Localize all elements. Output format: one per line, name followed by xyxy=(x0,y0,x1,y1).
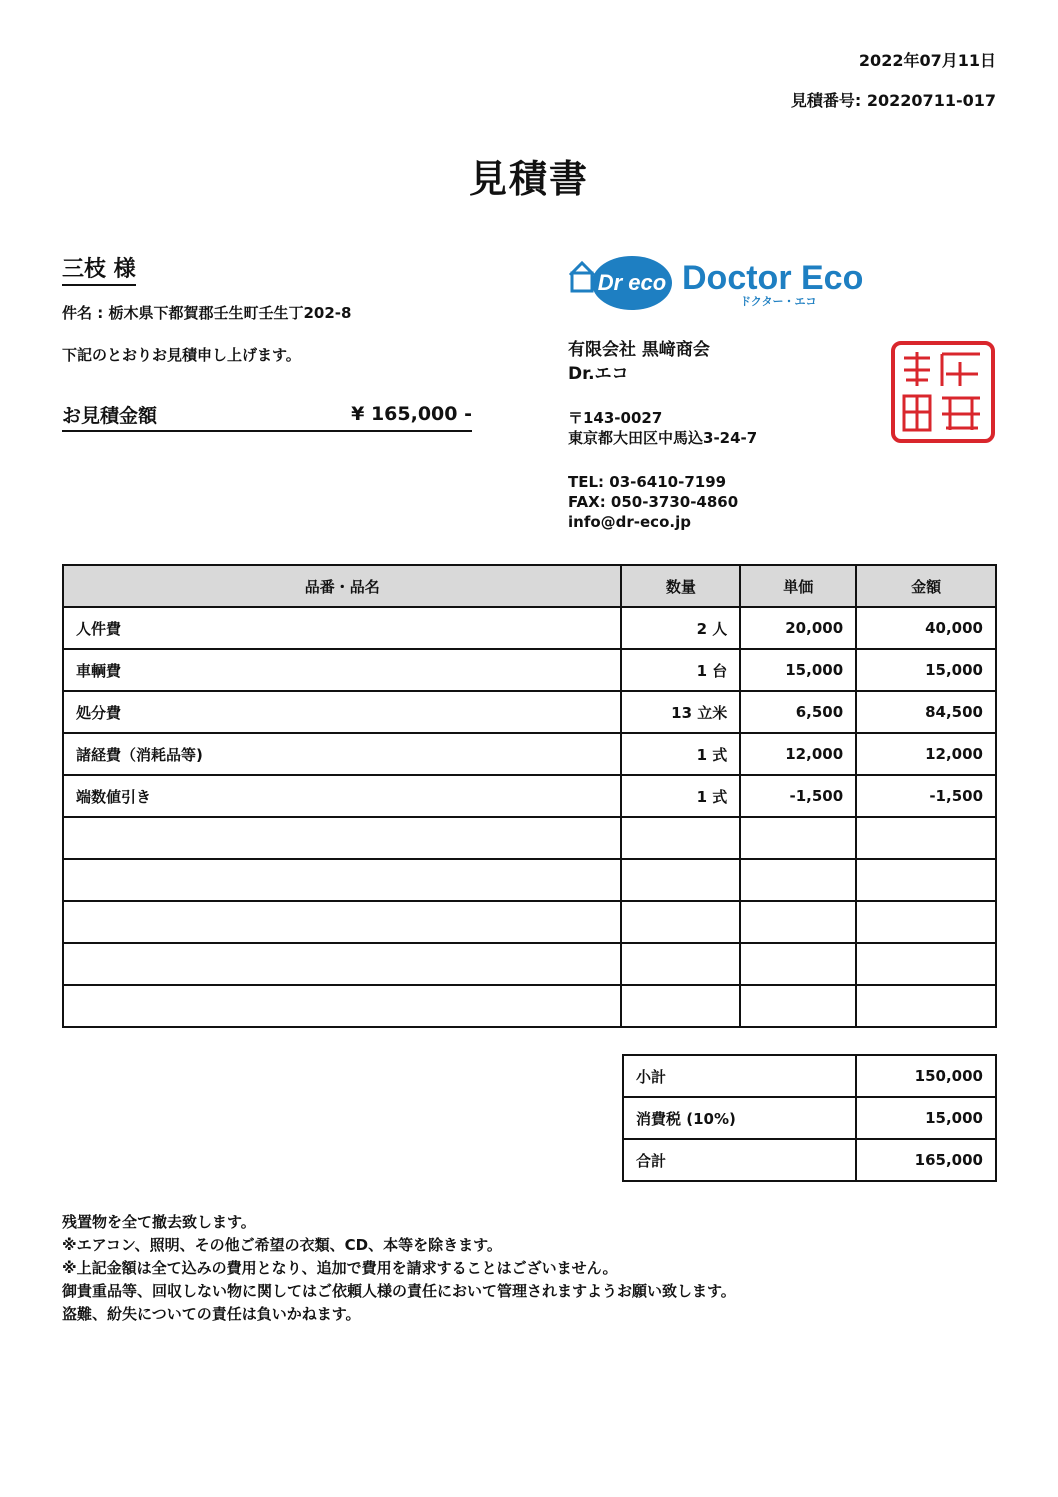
item-unit-price xyxy=(740,817,856,859)
item-name xyxy=(63,859,621,901)
company-name: 有限会社 黒﨑商会 xyxy=(568,340,710,360)
column-header-item: 品番・品名 xyxy=(63,565,621,607)
company-block xyxy=(568,338,710,386)
note-line: 御貴重品等、回収しない物に関してはご依頼人様の責任において管理されますようお願い致します。 xyxy=(62,1282,736,1300)
subject-line: 件名 : 栃木県下都賀郡壬生町壬生丁202-8 xyxy=(62,304,352,322)
table-row xyxy=(63,775,996,817)
table-row xyxy=(63,691,996,733)
item-amount xyxy=(856,901,996,943)
item-unit-price: 6,500 xyxy=(740,691,856,733)
item-amount xyxy=(856,985,996,1027)
item-unit-price: 15,000 xyxy=(740,649,856,691)
item-amount: -1,500 xyxy=(856,775,996,817)
note-line: 盗難、紛失についての責任は負いかねます。 xyxy=(62,1305,361,1323)
total-label: 合計 xyxy=(623,1139,856,1181)
column-header-unit-price: 単価 xyxy=(740,565,856,607)
company-brand: Dr.エコ xyxy=(568,364,629,384)
subtotal-value: 150,000 xyxy=(856,1055,996,1097)
table-row xyxy=(63,817,996,859)
address-block xyxy=(568,408,757,448)
item-quantity: 13 立米 xyxy=(621,691,740,733)
company-logo xyxy=(568,253,888,313)
table-row xyxy=(63,943,996,985)
logo-mark: Dr eco xyxy=(597,270,667,295)
item-quantity: 1 式 xyxy=(621,775,740,817)
table-row xyxy=(63,733,996,775)
phone-number: TEL: 03-6410-7199 xyxy=(568,473,727,491)
tax-row xyxy=(623,1097,996,1139)
totals-table xyxy=(622,1054,997,1182)
contact-block xyxy=(568,472,738,532)
item-name xyxy=(63,943,621,985)
item-name: 車輌費 xyxy=(63,649,621,691)
subtotal-row xyxy=(623,1055,996,1097)
total-value: 165,000 xyxy=(856,1139,996,1181)
item-unit-price: 12,000 xyxy=(740,733,856,775)
item-name: 諸経費（消耗品等) xyxy=(63,733,621,775)
item-amount xyxy=(856,943,996,985)
item-quantity xyxy=(621,817,740,859)
logo-house-icon xyxy=(572,273,592,291)
column-header-amount: 金額 xyxy=(856,565,996,607)
item-amount: 40,000 xyxy=(856,607,996,649)
total-row xyxy=(623,1139,996,1181)
table-row xyxy=(63,985,996,1027)
line-items-table xyxy=(62,564,997,1028)
item-name: 端数値引き xyxy=(63,775,621,817)
item-quantity: 2 人 xyxy=(621,607,740,649)
note-line: ※上記金額は全て込みの費用となり、追加で費用を請求することはございません。 xyxy=(62,1259,618,1277)
item-unit-price xyxy=(740,943,856,985)
item-name: 処分費 xyxy=(63,691,621,733)
item-name xyxy=(63,817,621,859)
note-line: ※エアコン、照明、その他ご希望の衣類、CD、本等を除きます。 xyxy=(62,1236,502,1254)
table-row xyxy=(63,859,996,901)
note-line: 残置物を全て撤去致します。 xyxy=(62,1213,256,1231)
company-seal-stamp xyxy=(890,340,996,444)
table-row xyxy=(63,607,996,649)
street-address: 東京都大田区中馬込3-24-7 xyxy=(568,429,758,447)
item-name: 人件費 xyxy=(63,607,621,649)
item-name xyxy=(63,901,621,943)
item-quantity: 1 台 xyxy=(621,649,740,691)
fax-number: FAX: 050-3730-4860 xyxy=(568,493,739,511)
item-quantity: 1 式 xyxy=(621,733,740,775)
item-quantity xyxy=(621,943,740,985)
item-amount xyxy=(856,817,996,859)
item-quantity xyxy=(621,901,740,943)
item-unit-price xyxy=(740,901,856,943)
item-unit-price: -1,500 xyxy=(740,775,856,817)
estimate-amount-value: ¥ 165,000 - xyxy=(351,403,472,425)
table-row xyxy=(63,901,996,943)
estimate-number: 見積番号: 20220711-017 xyxy=(790,91,996,110)
item-amount: 15,000 xyxy=(856,649,996,691)
logo-text: Doctor Eco xyxy=(682,259,864,297)
notes-block xyxy=(62,1211,736,1326)
subtotal-label: 小計 xyxy=(623,1055,856,1097)
table-header-row xyxy=(63,565,996,607)
logo-kana: ドクター・エコ xyxy=(740,295,817,308)
item-amount: 12,000 xyxy=(856,733,996,775)
estimate-amount-label: お見積金額 xyxy=(62,404,158,427)
item-quantity xyxy=(621,859,740,901)
postal-code: 〒143-0027 xyxy=(568,409,663,427)
item-amount: 84,500 xyxy=(856,691,996,733)
column-header-quantity: 数量 xyxy=(621,565,740,607)
table-row xyxy=(63,649,996,691)
item-name xyxy=(63,985,621,1027)
item-unit-price xyxy=(740,985,856,1027)
issue-date: 2022年07月11日 xyxy=(858,51,996,70)
tax-value: 15,000 xyxy=(856,1097,996,1139)
email-address: info@dr-eco.jp xyxy=(568,513,691,531)
client-name: 三枝 様 xyxy=(62,252,136,286)
estimate-amount-row xyxy=(62,398,472,432)
item-amount xyxy=(856,859,996,901)
item-quantity xyxy=(621,985,740,1027)
document-title: 見積書 xyxy=(468,157,589,201)
item-unit-price: 20,000 xyxy=(740,607,856,649)
tax-label: 消費税 (10%) xyxy=(623,1097,856,1139)
item-unit-price xyxy=(740,859,856,901)
intro-text: 下記のとおりお見積申し上げます。 xyxy=(62,346,301,364)
